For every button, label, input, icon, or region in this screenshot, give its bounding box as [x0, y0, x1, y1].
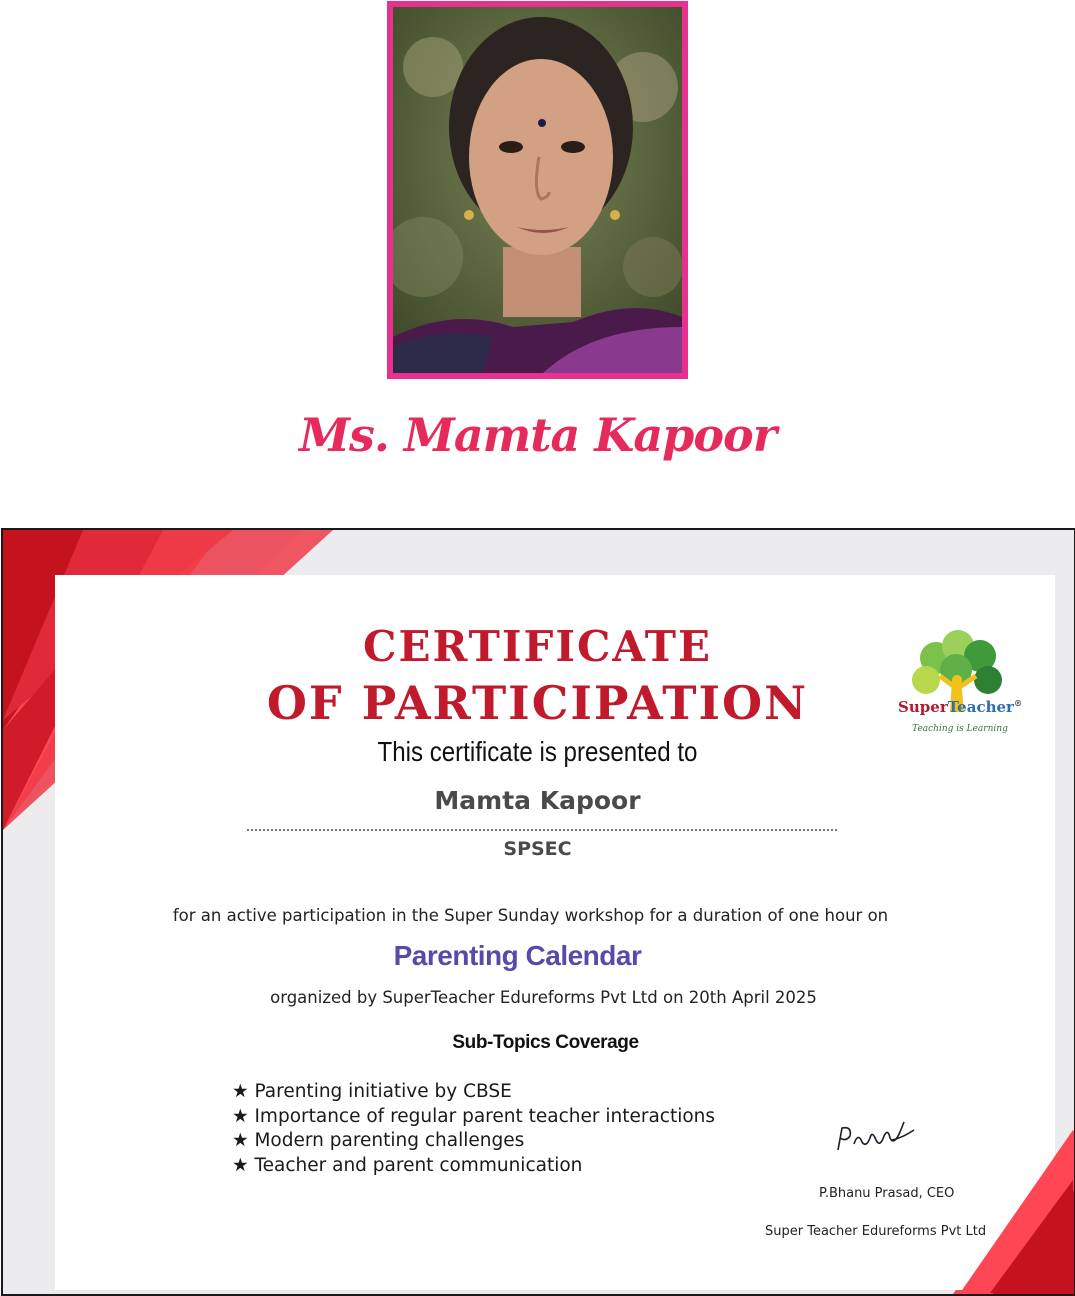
logo-tagline: Teaching is Learning [912, 724, 1008, 734]
honoree-name: Ms. Mamta Kapoor [299, 408, 776, 462]
list-item: ★ Modern parenting challenges [232, 1129, 715, 1154]
recipient-name: Mamta Kapoor [434, 786, 641, 815]
participation-description: for an active participation in the Super Sunday workshop for a duration of one hour on [172, 906, 889, 925]
name-underline [247, 829, 837, 831]
tree-icon [906, 610, 1016, 740]
presented-to-text: This certificate is presented to [377, 736, 698, 767]
company-name: Super Teacher Edureforms Pvt Ltd [765, 1224, 987, 1239]
signer-name: P.Bhanu Prasad, CEO [819, 1186, 955, 1201]
organization-name: SPSEC [503, 838, 572, 860]
corner-decoration [950, 1130, 1073, 1293]
logo-word-super: Super [898, 698, 948, 716]
logo-word-teacher: Teacher [947, 698, 1014, 716]
list-item: ★ Teacher and parent communication [232, 1154, 715, 1179]
registered-mark: ® [1013, 698, 1022, 708]
signature-image [832, 1118, 922, 1158]
organized-by-text: organized by SuperTeacher Edureforms Pvt Ltd on 20th April 2025 [270, 988, 817, 1007]
workshop-topic: Parenting Calendar [393, 940, 642, 971]
certificate-title-line2: OF PARTICIPATION [266, 676, 809, 730]
subtopics-heading: Sub-Topics Coverage [452, 1032, 639, 1053]
honoree-photo [387, 1, 688, 379]
portrait-image [393, 7, 682, 373]
certificate-title-line1: CERTIFICATE [363, 622, 712, 671]
logo-wordmark [890, 698, 1030, 716]
list-item: ★ Importance of regular parent teacher interactions [232, 1105, 715, 1130]
list-item: ★ Parenting initiative by CBSE [232, 1080, 715, 1105]
subtopics-list [232, 1080, 715, 1178]
